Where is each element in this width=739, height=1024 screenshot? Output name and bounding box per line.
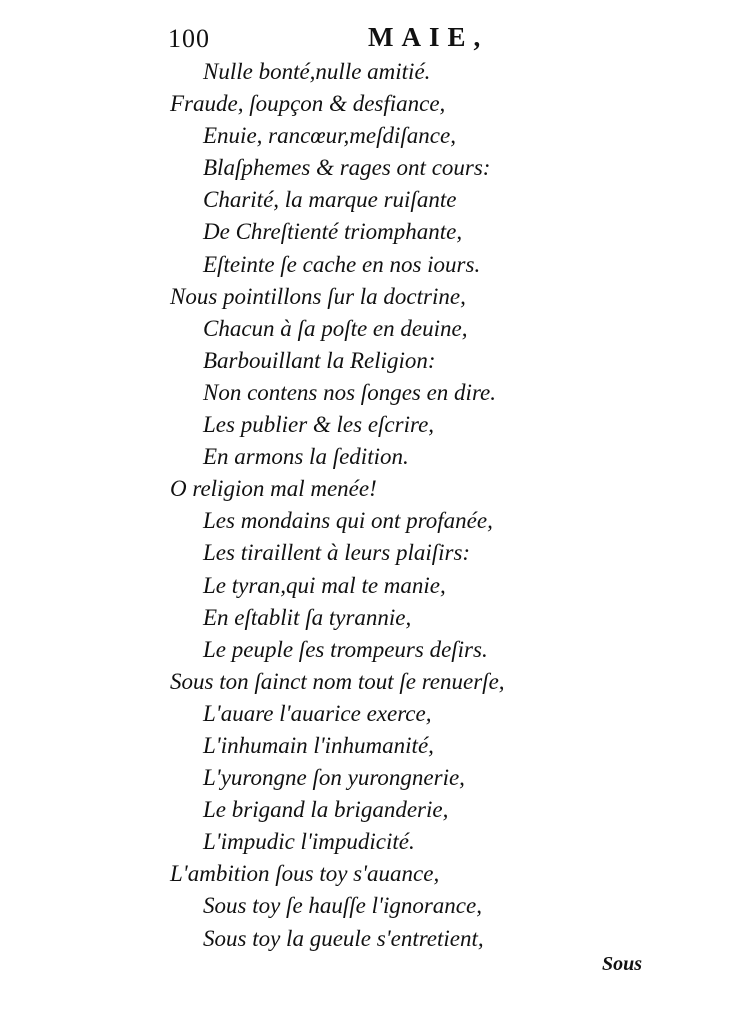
- poem-line: Sous toy ſe hauſſe l'ignorance,: [203, 893, 482, 919]
- poem-line: Les publier & les eſcrire,: [203, 412, 435, 438]
- poem-line: Eſteinte ſe cache en nos iours.: [203, 251, 481, 277]
- poem-line: Le peuple ſes trompeurs deſirs.: [203, 636, 488, 662]
- poem-line: Nous pointillons ſur la doctrine,: [170, 283, 466, 309]
- poem-line: O religion mal menée!: [170, 476, 377, 502]
- poem-line: Fraude, ſoupçon & desfiance,: [170, 91, 446, 117]
- poem-line: Le brigand la briganderie,: [203, 797, 449, 823]
- poem-line: Enuie, rancœur,meſdiſance,: [203, 123, 456, 149]
- poem-line: En armons la ſedition.: [203, 444, 409, 470]
- poem-line: De Chreſtienté triomphante,: [203, 219, 463, 245]
- poem-line: Barbouillant la Religion:: [203, 347, 436, 373]
- poem-line: L'ambition ſous toy s'auance,: [170, 861, 440, 887]
- poem-line: L'inhumain l'inhumanité,: [203, 732, 434, 758]
- poem-line: L'auare l'auarice exerce,: [203, 700, 432, 726]
- poem-line: Charité, la marque ruiſante: [203, 187, 457, 213]
- poem-line: Nulle bonté,nulle amitié.: [203, 59, 431, 84]
- poem-text: [0, 56, 739, 955]
- poem-line: Sous ton ſainct nom tout ſe renuerſe,: [170, 668, 505, 694]
- poem-line: Sous toy la gueule s'entretient,: [203, 925, 484, 951]
- running-title: MAIE,: [368, 22, 489, 52]
- catchword: Sous: [602, 953, 643, 975]
- poem-line: Les mondains qui ont profanée,: [203, 508, 493, 534]
- poem-line: L'yurongne ſon yurongnerie,: [203, 765, 465, 791]
- poem-line: L'impudic l'impudicité.: [203, 829, 415, 855]
- poem-line: Non contens nos ſonges en dire.: [203, 379, 497, 405]
- poem-line: Blaſphemes & rages ont cours:: [203, 155, 491, 181]
- poem-line: Chacun à ſa poſte en deuine,: [203, 315, 468, 341]
- poem-line: En eſtablit ſa tyrannie,: [203, 604, 412, 630]
- poem-line: Le tyran,qui mal te manie,: [203, 572, 446, 598]
- poem-line: Les tiraillent à leurs plaiſirs:: [203, 540, 471, 566]
- page-number: 100: [168, 24, 210, 53]
